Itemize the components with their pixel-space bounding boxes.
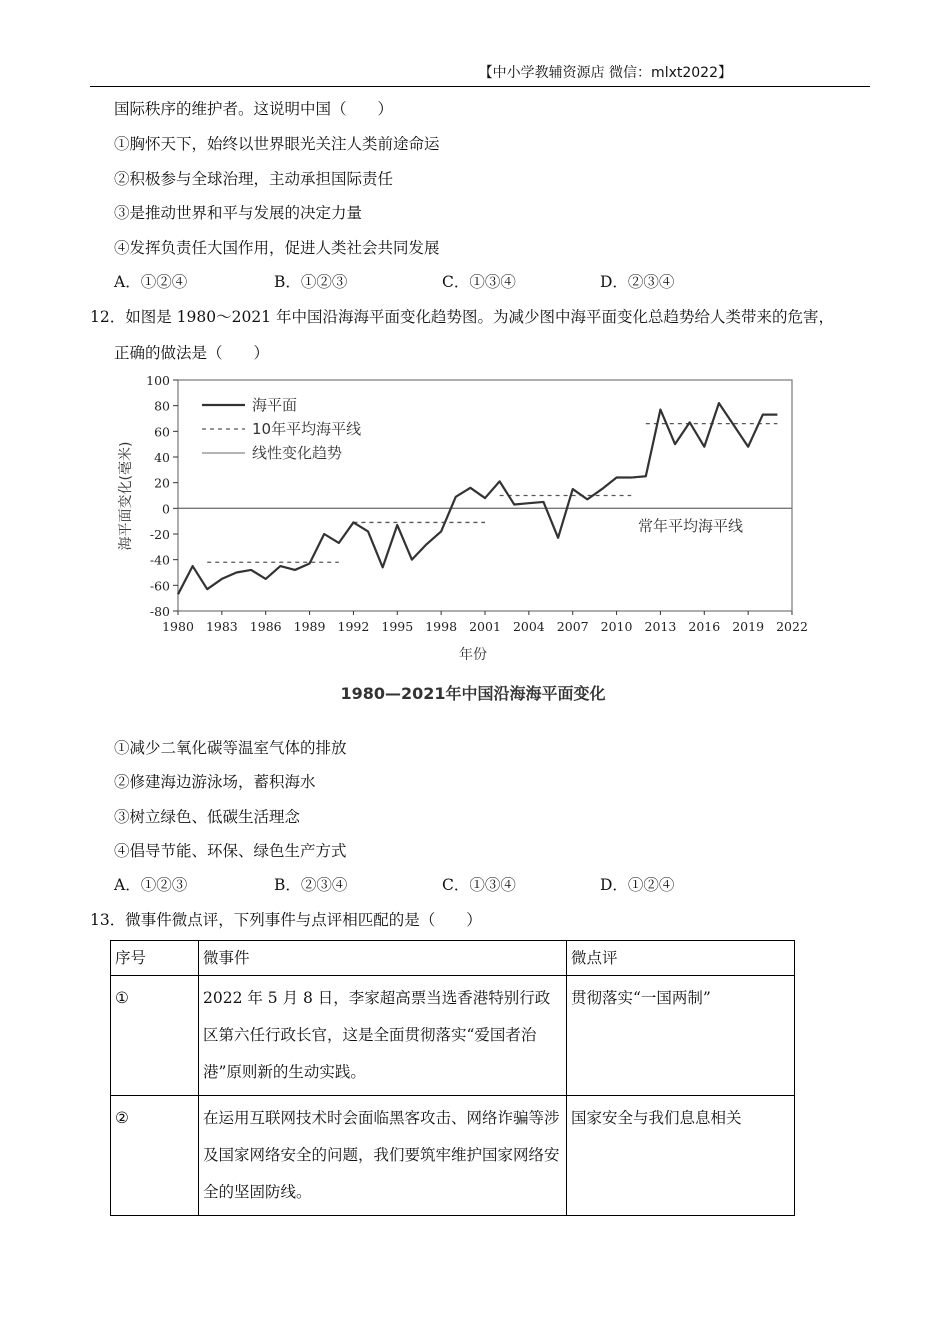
- header-event: 微事件: [199, 941, 567, 976]
- row-no: ①: [111, 976, 199, 1096]
- q11-stem: 国际秩序的维护者。这说明中国（ ）: [114, 100, 394, 118]
- table-row: [111, 976, 795, 1096]
- x-tick-label: 1998: [425, 619, 458, 634]
- axis-ticks: [146, 373, 808, 634]
- q12-item-2: ②修建海边游泳场，蓄积海水: [114, 773, 316, 791]
- q12-option-c[interactable]: C．①③④: [442, 876, 516, 894]
- q11-option-a[interactable]: A．①②④: [114, 273, 188, 291]
- q13-table: [110, 940, 795, 1216]
- row-no: ②: [111, 1096, 199, 1216]
- legend-label-trend: 线性变化趋势: [252, 444, 343, 462]
- q11-item-3: ③是推动世界和平与发展的决定力量: [114, 204, 363, 222]
- x-tick-label: 2019: [732, 619, 765, 634]
- y-tick-label: -20: [149, 527, 170, 542]
- q12-item-4: ④倡导节能、环保、绿色生产方式: [114, 842, 347, 860]
- row-comment: 贯彻落实“一国两制”: [567, 976, 795, 1096]
- x-tick-label: 1983: [205, 619, 238, 634]
- q12-option-b[interactable]: B．②③④: [274, 876, 348, 894]
- y-axis-label: 海平面变化(毫米): [118, 441, 134, 551]
- y-tick-label: 0: [162, 501, 170, 517]
- header-no: 序号: [111, 941, 199, 976]
- y-tick-label: -80: [149, 604, 170, 619]
- y-tick-label: 80: [154, 398, 170, 414]
- x-tick-label: 2004: [512, 619, 545, 634]
- x-axis-label: 年份: [459, 647, 487, 663]
- q13-stem: 13．微事件微点评，下列事件与点评相匹配的是（ ）: [90, 911, 482, 929]
- header-comment: 微点评: [567, 941, 795, 976]
- chart-legend: [202, 396, 361, 462]
- q11-item-4: ④发挥负责任大国作用，促进人类社会共同发展: [114, 239, 440, 257]
- page-header: [90, 62, 870, 87]
- q11-option-b[interactable]: B．①②③: [274, 273, 348, 291]
- legend-label-sea-level: 海平面: [252, 396, 298, 414]
- x-tick-label: 1992: [337, 619, 370, 634]
- q12-stem-line2: 正确的做法是（ ）: [114, 344, 270, 362]
- sea-level-chart: [110, 368, 820, 713]
- x-tick-label: 1980: [162, 619, 194, 634]
- y-tick-label: 100: [146, 373, 170, 388]
- x-tick-label: 2022: [776, 619, 808, 634]
- q11-item-2: ②积极参与全球治理，主动承担国际责任: [114, 170, 394, 188]
- row-event: 在运用互联网技术时会面临黑客攻击、网络诈骗等涉及国家网络安全的问题，我们要筑牢维护国家网络安全的坚固防线。: [199, 1096, 567, 1216]
- y-tick-label: -40: [149, 552, 170, 568]
- x-tick-label: 2010: [600, 619, 633, 634]
- y-tick-label: 20: [154, 475, 170, 491]
- q11-item-1: ①胸怀天下，始终以世界眼光关注人类前途命运: [114, 135, 440, 153]
- table-header-row: [111, 941, 795, 976]
- x-tick-label: 2013: [644, 619, 677, 634]
- q11-option-d[interactable]: D．②③④: [600, 273, 675, 291]
- table-row: [111, 1096, 795, 1216]
- x-tick-label: 2016: [688, 619, 721, 634]
- legend-label-decade-avg: 10年平均海平线: [252, 420, 362, 438]
- x-tick-label: 2001: [469, 619, 501, 634]
- row-comment: 国家安全与我们息息相关: [567, 1096, 795, 1216]
- y-tick-label: 40: [154, 450, 170, 465]
- x-tick-label: 1986: [249, 619, 282, 634]
- q12-option-d[interactable]: D．①②④: [600, 876, 675, 894]
- q12-stem-line1: 12．如图是 1980～2021 年中国沿海海平面变化趋势图。为减少图中海平面变化总趋势给人类带来的危害，: [90, 308, 834, 326]
- q11-option-c[interactable]: C．①③④: [442, 273, 516, 291]
- y-tick-label: 60: [154, 424, 170, 440]
- header-text: 【中小学教辅资源店 微信：mlxt2022】: [478, 65, 732, 81]
- y-tick-label: -60: [149, 578, 170, 594]
- chart-title: 1980—2021年中国沿海海平面变化: [340, 684, 606, 703]
- x-tick-label: 1989: [293, 619, 326, 634]
- q12-item-3: ③树立绿色、低碳生活理念: [114, 808, 301, 826]
- x-tick-label: 2007: [556, 619, 589, 634]
- row-event: 2022 年 5 月 8 日，李家超高票当选香港特别行政区第六任行政长官，这是全面贯彻落实“爱国者治港”原则新的生动实践。: [199, 976, 567, 1096]
- x-tick-label: 1995: [381, 619, 414, 634]
- q12-item-1: ①减少二氧化碳等温室气体的排放: [114, 739, 347, 757]
- q12-option-a[interactable]: A．①②③: [114, 876, 188, 894]
- baseline-label: 常年平均海平线: [638, 517, 744, 535]
